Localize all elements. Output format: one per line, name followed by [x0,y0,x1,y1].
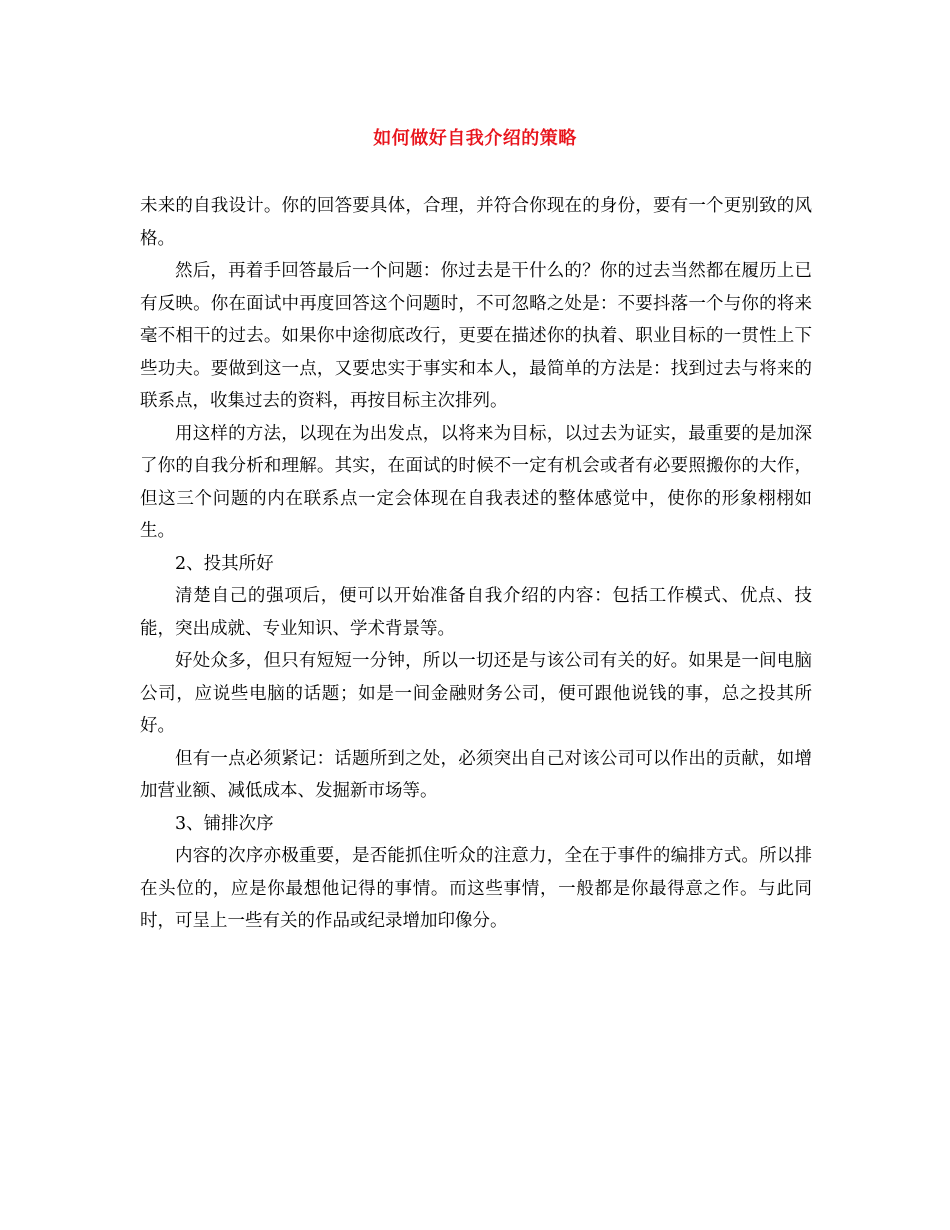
document-body [140,190,812,938]
document-title: 如何做好自我介绍的策略 [373,128,577,149]
paragraph: 用这样的方法，以现在为出发点，以将来为目标，以过去为证实，最重要的是加深了你的自我分析和理解。其实，在面试的时候不一定有机会或者有必要照搬你的大作，但这三个问题的内在联系点一定会体现在自我表述的整体感觉中，使你的形象栩栩如生。 [140,423,812,541]
paragraph: 然后，再着手回答最后一个问题：你过去是干什么的？你的过去当然都在履历上已有反映。你在面试中再度回答这个问题时，不可忽略之处是：不要抖落一个与你的将来毫不相干的过去。如果你中途彻底改行，更要在描述你的执着、职业目标的一贯性上下些功夫。要做到这一点，又要忠实于事实和本人，最简单的方法是：找到过去与将来的联系点，收集过去的资料，再按目标主次排列。 [140,261,812,411]
section-heading: 3、铺排次序 [175,813,274,834]
paragraph: 但有一点必须紧记：话题所到之处，必须突出自己对该公司可以作出的贡献，如增加营业额、减低成本、发掘新市场等。 [140,748,812,801]
section-heading: 2、投其所好 [175,553,274,574]
paragraph: 未来的自我设计。你的回答要具体，合理，并符合你现在的身份，要有一个更别致的风格。 [140,196,812,249]
paragraph: 内容的次序亦极重要，是否能抓住听众的注意力，全在于事件的编排方式。所以排在头位的，应是你最想他记得的事情。而这些事情，一般都是你最得意之作。与此同时，可呈上一些有关的作品或纪录增加印像分。 [140,846,812,931]
paragraph: 清楚自己的强项后，便可以开始准备自我介绍的内容：包括工作模式、优点、技能，突出成就、专业知识、学术背景等。 [140,586,812,639]
paragraph: 好处众多，但只有短短一分钟，所以一切还是与该公司有关的好。如果是一间电脑公司，应说些电脑的话题；如是一间金融财务公司，便可跟他说钱的事，总之投其所好。 [140,651,812,736]
